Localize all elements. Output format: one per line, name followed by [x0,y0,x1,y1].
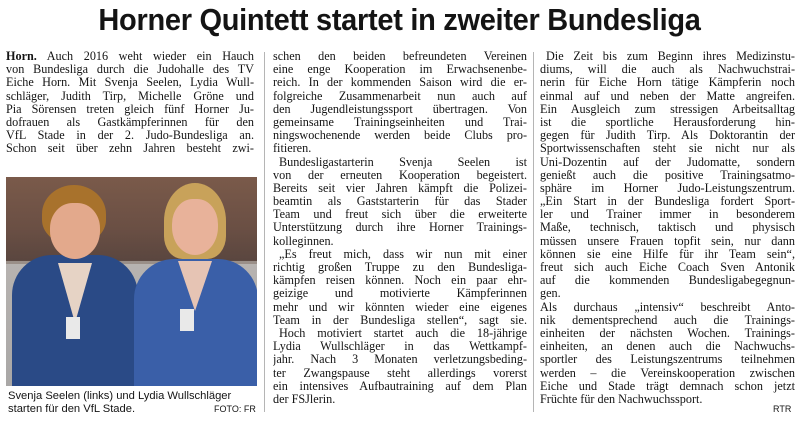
text-line: Früchte für den Nachwuchssport. [540,392,703,406]
text-line: schen den beiden befreundeten Vereinen [273,50,527,63]
text-line: müssen unsere Frauen topfit sein, nur dann [540,234,795,248]
text-line: jahr. Nach 3 Monaten verletzungsbeding- [273,353,527,367]
text-line: Lydia Wullschläger in das Wettkampf- [273,340,527,354]
text-line: Team in der Bundesliga stellen“, sagt sie. [273,313,527,327]
text-line: geizige und motivierte Kämpferinnen [273,287,527,301]
text-line: „Ein Start in der Bundesliga fordert Sport- [540,195,795,209]
text-line: kämpfen reisen können. Noch ein paar ehr- [273,274,527,288]
text-line: diums, will die auch als Nachwuchstrai- [540,63,795,77]
text-line: beamtin als Gaststarterin für das Stader [273,195,527,209]
text-line: VfL Stade in der 2. Judo-Bundesliga an. [6,129,254,143]
text-line: Die Zeit bis zum Beginn ihres Medizinstu- [546,50,795,63]
text-line: sportler des Leistungszentrums teilnehmen [540,353,795,367]
text-line: Maße, technisch, taktisch und physisch [540,221,795,235]
text-line: können sie eine Hilfe für ihr Team sein“, [540,247,795,261]
text-line: kolleginnen. [273,234,334,248]
text-line: dofrauen als Gastkämpferinnen für den [6,115,254,129]
text-line: einmal auf und neben der Matte angreifen. [540,89,795,103]
text-line: Als durchaus „intensiv“ beschreibt Anto- [540,300,795,314]
article-photo [6,177,257,386]
text-line: Ein Ausgleich zum stressigen Arbeitsalltag [540,102,795,116]
text-line: schläger, Judith Tirp, Michelle Gröne und [6,89,254,103]
text-line: werden – die Vereinskooperation zwischen [540,366,795,380]
text-line: sphäre im Horner Judo-Leistungszentrum. [540,181,795,195]
text-line: ein intensives Aufbautraining auf dem Plan [273,379,527,393]
text-line: freut sich auch Eiche Coach Sven Antonik [540,261,795,274]
text-line: gen. [540,287,561,301]
text-line: Pia Sörensen treten gleich fünf Horner Ju- [6,102,254,116]
gi-patch [66,317,80,339]
text-line: Bereits seit vier Jahren kämpft die Polizei- [273,181,527,195]
text-line: Sportwissenschaften steht sie nicht nur als [540,142,795,156]
headline: Horner Quintett startet in zweiter Bundesliga [98,3,701,37]
text-line: einheiten der nächsten Wochen. Trainings- [540,326,795,340]
text-line: ter Zwangspause steht allerdings vorerst [273,366,527,380]
column-divider-left [264,52,265,412]
column-divider-right [533,52,534,412]
text-line: gegen für Judith Tirp. Als Doktorantin der [540,129,795,143]
text-line: auf die kommenden Bundesligabegegnun- [540,274,795,288]
text-line: „Es freut mich, dass wir nun mit einer [279,247,527,261]
text-line: von der erneuten Kooperation begeistert. [273,168,527,182]
text-line: Eiche und Stade trägt demnach schon jetzt [540,379,795,393]
article-column-2 [273,50,527,406]
face-right [172,199,218,255]
text-line: Schon seit über zehn Jahren besteht zwi- [6,142,254,156]
text-line: fitieren. [273,142,312,156]
text-line: von Bundesliga durch die Judohalle des TV [6,63,254,77]
text-line: Unterstützung durch ihre Horner Trainings- [273,221,527,235]
text-line: folgreiche Zusammenarbeit nun auch auf [273,89,527,103]
dateline-city: Horn. [6,50,37,63]
text-line: nik dementsprechend auch die Trainings- [540,313,795,327]
text-line: Eiche Horn. Mit Svenja Seelen, Lydia Wull- [6,76,254,90]
face-left [50,203,100,259]
article-column-3 [540,50,795,406]
photo-credit: FOTO: FR [214,404,256,414]
caption-line: Svenja Seelen (links) und Lydia Wullschläger [8,390,232,402]
text-line: mehr und wir könnten wieder eine eigenes [273,300,527,314]
text-line: genießt auch die positive Trainingsatmo- [540,168,795,182]
caption-line: starten für den VfL Stade. [8,403,136,416]
text-line: ler und Trainer immer in besonderem [540,208,795,222]
text-line: eine enge Kooperation im Erwachsenenbe- [273,63,527,77]
text-line: ningswochenende werden beide Clubs pro- [273,129,527,143]
article-column-1 [6,50,254,156]
text-line: den Jugendleistungssport übertragen. Von [273,102,527,116]
text-line: Hoch motiviert startet auch die 18-jährige [279,326,527,340]
text-line: Bundesligastarterin Svenja Seelen ist [279,155,527,169]
text-line: Team und freut sich über die erweiterte [273,208,527,222]
text-line: Uni-Dozentin auf der Judomatte, sondern [540,155,795,169]
text-line: gemeinsame Trainingseinheiten und Trai- [273,115,527,129]
text-line: ist die sportliche Herausforderung hin- [540,115,795,129]
text-line: einheiten, an denen auch die Nachwuchs- [540,340,795,354]
author-initials: RTR [773,404,792,414]
text-line: Horn. Auch 2016 weht wieder ein Hauch [6,50,254,63]
text-line: der FSJlerin. [273,392,336,406]
gi-patch [180,309,194,331]
text-line: nerin für Eiche Horn tätige Kämpferin noch [540,76,795,90]
text-line: richtig großen Truppe zu den Bundesliga- [273,261,527,274]
text-line: reich. In der kommenden Saison wird die er- [273,76,527,90]
